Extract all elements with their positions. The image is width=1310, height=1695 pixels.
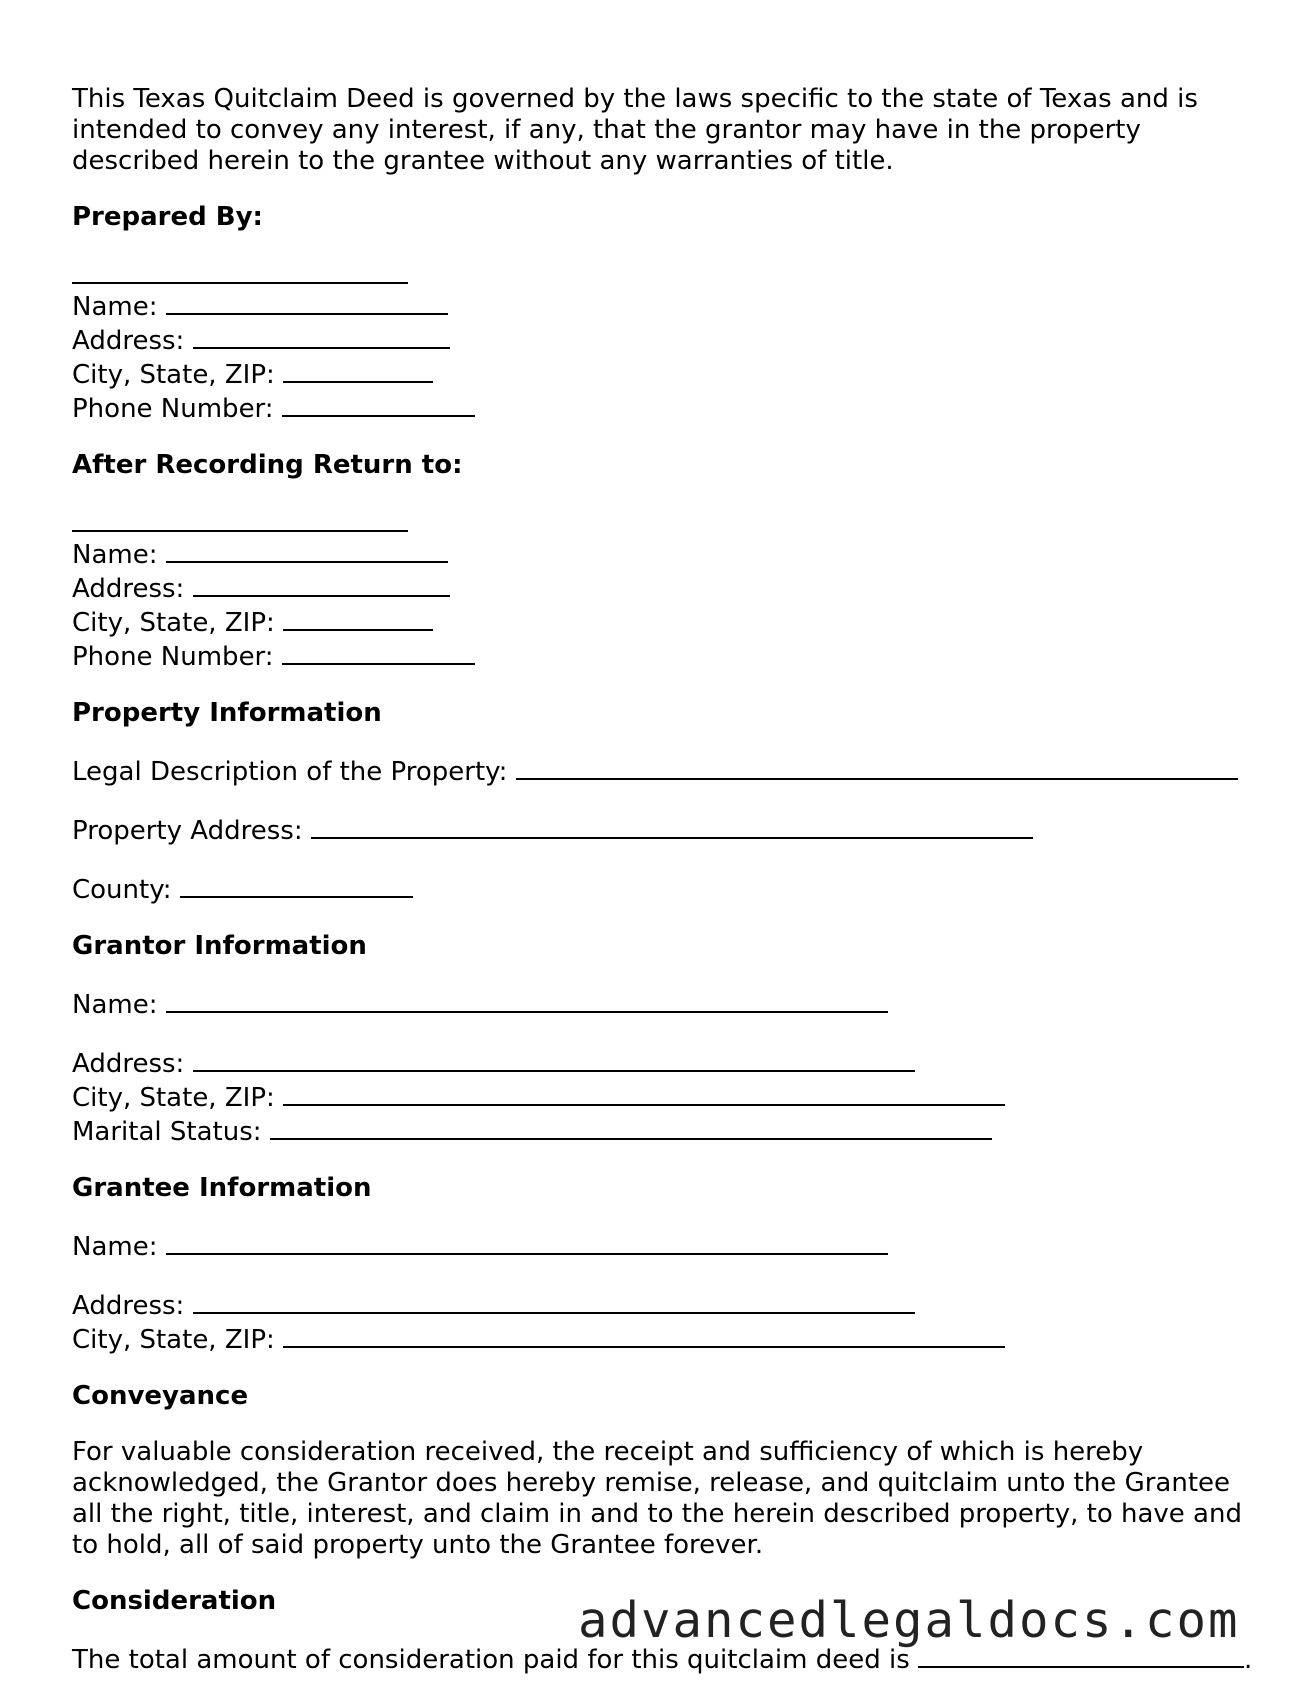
- prepared-by-phone-line[interactable]: [282, 391, 475, 417]
- grantor-city-field: [72, 1080, 1252, 1114]
- grantor-address-label: Address:: [72, 1049, 185, 1079]
- return-to-address-field: [72, 571, 1252, 605]
- return-to-address-label: Address:: [72, 574, 185, 604]
- grantee-name-field: [72, 1229, 1252, 1263]
- prepared-by-name-field: [72, 289, 1252, 323]
- grantee-heading: Grantee Information: [72, 1173, 372, 1203]
- property-county-line[interactable]: [180, 872, 413, 898]
- return-to-phone-line[interactable]: [282, 639, 475, 665]
- prepared-by-phone-label: Phone Number:: [72, 394, 274, 424]
- property-heading: Property Information: [72, 698, 382, 728]
- prepared-by-blank-row: [72, 258, 1252, 289]
- return-to-name-line[interactable]: [166, 537, 448, 563]
- return-to-address-line[interactable]: [193, 571, 450, 597]
- grantor-name-label: Name:: [72, 990, 158, 1020]
- grantee-name-label: Name:: [72, 1232, 158, 1262]
- prepared-by-city-line[interactable]: [283, 357, 433, 383]
- prepared-by-name-line[interactable]: [166, 289, 448, 315]
- grantor-address-field: [72, 1046, 1252, 1080]
- prepared-by-signature-line[interactable]: [72, 258, 408, 284]
- property-address-field: [72, 813, 1252, 847]
- property-county-field: [72, 872, 1252, 906]
- grantor-marital-line[interactable]: [270, 1114, 992, 1140]
- return-to-name-field: [72, 537, 1252, 571]
- grantor-city-line[interactable]: [283, 1080, 1005, 1106]
- property-address-line[interactable]: [311, 813, 1033, 839]
- watermark: advancedlegaldocs.com: [578, 1592, 1240, 1649]
- document-page: [72, 84, 1252, 1676]
- intro-paragraph: This Texas Quitclaim Deed is governed by the laws specific to the state of Texas and is intended to convey any interest, if any, that the grantor may have in the property described herein to the grantee without any warranties of title.: [72, 84, 1198, 176]
- grantor-city-label: City, State, ZIP:: [72, 1083, 275, 1113]
- return-to-heading: After Recording Return to:: [72, 450, 463, 480]
- conveyance-paragraph: For valuable consideration received, the receipt and sufficiency of which is hereby acknowledged, the Grantor does hereby remise, release, and quitclaim unto the Grantee all the right, title, interest, and claim in and to the herein described property, to have and to hold, all of said property unto the Grantee forever.: [72, 1437, 1242, 1560]
- prepared-by-address-label: Address:: [72, 326, 185, 356]
- grantee-address-field: [72, 1288, 1252, 1322]
- prepared-by-phone-field: [72, 391, 1252, 425]
- consideration-period: .: [1244, 1645, 1253, 1675]
- grantor-name-line[interactable]: [166, 987, 888, 1013]
- return-to-name-label: Name:: [72, 540, 158, 570]
- return-to-phone-field: [72, 639, 1252, 673]
- return-to-city-label: City, State, ZIP:: [72, 608, 275, 638]
- grantor-address-line[interactable]: [193, 1046, 915, 1072]
- prepared-by-city-label: City, State, ZIP:: [72, 360, 275, 390]
- grantee-city-label: City, State, ZIP:: [72, 1325, 275, 1355]
- grantee-address-line[interactable]: [193, 1288, 915, 1314]
- conveyance-heading: Conveyance: [72, 1381, 249, 1411]
- grantee-city-field: [72, 1322, 1252, 1356]
- property-address-label: Property Address:: [72, 816, 303, 846]
- return-to-signature-line[interactable]: [72, 506, 408, 532]
- grantor-marital-label: Marital Status:: [72, 1117, 262, 1147]
- consideration-heading: Consideration: [72, 1586, 277, 1616]
- prepared-by-address-field: [72, 323, 1252, 357]
- prepared-by-city-field: [72, 357, 1252, 391]
- return-to-blank-row: [72, 506, 1252, 537]
- grantor-marital-field: [72, 1114, 1252, 1148]
- return-to-city-line[interactable]: [283, 605, 433, 631]
- grantee-name-line[interactable]: [166, 1229, 888, 1255]
- prepared-by-heading: Prepared By:: [72, 202, 263, 232]
- grantee-address-label: Address:: [72, 1291, 185, 1321]
- prepared-by-name-label: Name:: [72, 292, 158, 322]
- prepared-by-address-line[interactable]: [193, 323, 450, 349]
- grantor-heading: Grantor Information: [72, 931, 367, 961]
- property-legal-label: Legal Description of the Property:: [72, 757, 508, 787]
- return-to-phone-label: Phone Number:: [72, 642, 274, 672]
- property-legal-line[interactable]: [516, 754, 1238, 780]
- property-legal-field: [72, 754, 1252, 788]
- return-to-city-field: [72, 605, 1252, 639]
- consideration-text: The total amount of consideration paid for this quitclaim deed is: [72, 1645, 910, 1675]
- grantor-name-field: [72, 987, 1252, 1021]
- property-county-label: County:: [72, 875, 172, 905]
- grantee-city-line[interactable]: [283, 1322, 1005, 1348]
